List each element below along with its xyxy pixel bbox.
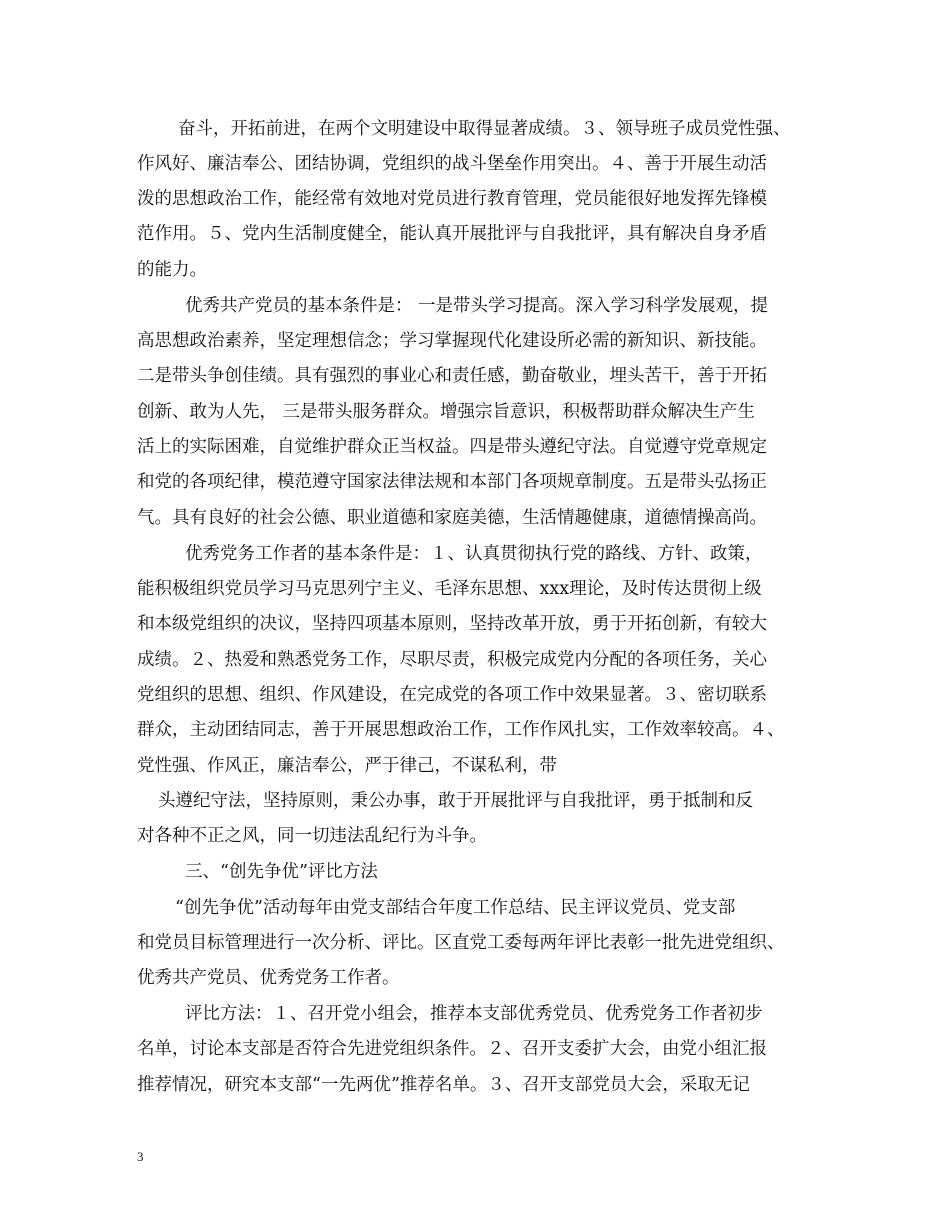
text-line: 群众，主动团结同志，善于开展思想政治工作，工作作风扎实，工作效率较高。４、	[137, 720, 785, 740]
text-line: 评比方法：１、召开党小组会，推荐本支部优秀党员、优秀党务工作者初步	[185, 1004, 763, 1024]
text-line: 优秀党务工作者的基本条件是：１、认真贯彻执行党的路线、方针、政策，	[185, 544, 763, 564]
text-line: 优秀共产党员的基本条件是： 一是带头学习提高。深入学习科学发展观，提	[185, 296, 769, 316]
text-line: 党性强、作风正，廉洁奉公，严于律己，不谋私利，带	[137, 756, 557, 776]
text-line: 二是带头争创佳绩。具有强烈的事业心和责任感，勤奋敬业，埋头苦干，善于开拓	[137, 366, 767, 386]
text-line: 气。具有良好的社会公德、职业道德和家庭美德，生活情趣健康，道德情操高尚。	[137, 508, 767, 528]
text-line: 范作用。５、党内生活制度健全，能认真开展批评与自我批评，具有解决自身矛盾	[137, 224, 767, 244]
text-line: 奋斗，开拓前进，在两个文明建设中取得显著成绩。３、领导班子成员党性强、	[178, 119, 791, 139]
text-line: 党组织的思想、组织、作风建设，在完成党的各项工作中效果显著。３、密切联系	[137, 685, 767, 705]
text-line: 和党的各项纪律，模范遵守国家法律法规和本部门各项规章制度。五是带头弘扬正	[137, 472, 767, 492]
text-line: 对各种不正之风，同一切违法乱纪行为斗争。	[137, 826, 487, 846]
text-line: 名单，讨论本支部是否符合先进党组织条件。２、召开支委扩大会，由党小组汇报	[137, 1039, 767, 1059]
text-line: 高思想政治素养，坚定理想信念；学习掌握现代化建设所必需的新知识、新技能。	[137, 331, 767, 351]
text-line: 推荐情况，研究本支部“一先两优”推荐名单。３、召开支部党员大会，采取无记	[137, 1075, 750, 1095]
text-line: 和党员目标管理进行一次分析、评比。区直党工委每两年评比表彰一批先进党组织、	[137, 933, 785, 953]
text-line: 和本级党组织的决议，坚持四项基本原则，坚持改革开放，勇于开拓创新，有较大	[137, 614, 767, 634]
text-line: “创先争优”活动每年由党支部结合年度工作总结、民主评议党员、党支部	[175, 898, 736, 918]
text-line: 能积极组织党员学习马克思列宁主义、毛泽东思想、xxx理论，及时传达贯彻上级	[137, 579, 762, 599]
page-number: 3	[137, 1149, 144, 1164]
section-heading: 三、“创先争优”评比方法	[185, 862, 378, 882]
text-line: 作风好、廉洁奉公、团结协调，党组织的战斗堡垒作用突出。４、善于开展生动活	[137, 154, 767, 174]
text-line: 头遵纪守法，坚持原则，秉公办事，敢于开展批评与自我批评，勇于抵制和反	[158, 791, 753, 811]
text-line: 成绩。２、热爱和熟悉党务工作，尽职尽责，积极完成党内分配的各项任务，关心	[137, 650, 767, 670]
text-line: 泼的思想政治工作，能经常有效地对党员进行教育管理，党员能很好地发挥先锋模	[137, 189, 767, 209]
text-line: 创新、敢为人先， 三是带头服务群众。增强宗旨意识，积极帮助群众解决生产生	[137, 402, 756, 422]
text-line: 活上的实际困难，自觉维护群众正当权益。四是带头遵纪守法。自觉遵守党章规定	[137, 437, 767, 457]
text-line: 优秀共产党员、优秀党务工作者。	[137, 968, 400, 988]
text-line: 的能力。	[137, 260, 207, 280]
